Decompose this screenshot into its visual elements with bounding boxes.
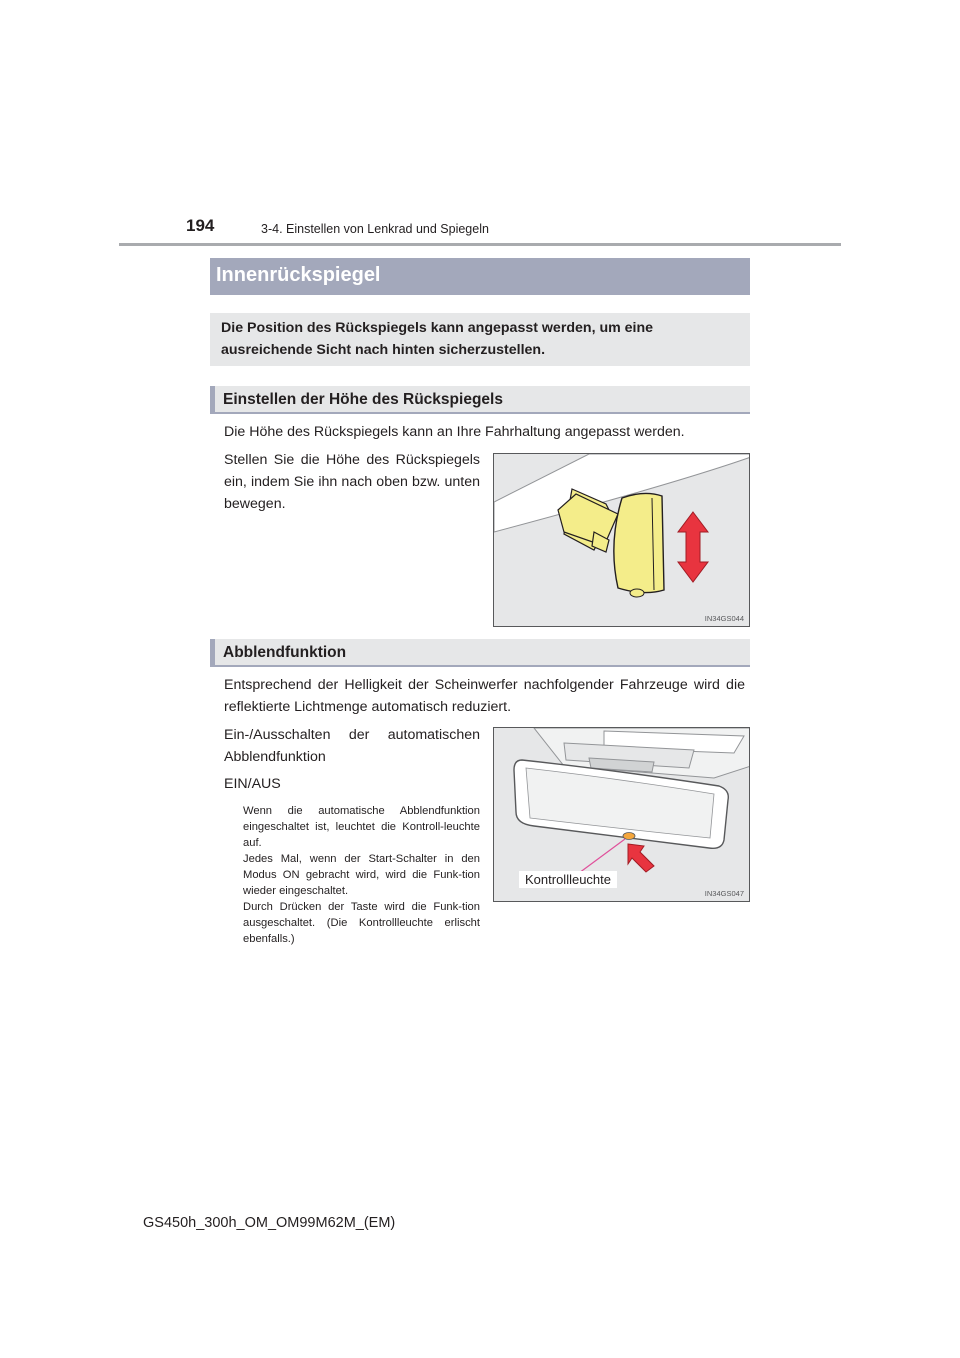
page-footer: GS450h_300h_OM_OM99M62M_(EM) bbox=[143, 1215, 396, 1231]
anti-glare-note bbox=[243, 803, 480, 947]
section-title: Innenrückspiegel bbox=[216, 264, 381, 286]
intro-box bbox=[210, 313, 750, 366]
mirror-height-illustration bbox=[494, 454, 750, 627]
anti-glare-description: Entsprechend der Helligkeit der Scheinwerfer nachfolgender Fahrzeuge wird die reflektierte Lichtmenge automatisch reduziert. bbox=[224, 677, 745, 715]
subheading-height-adjustment bbox=[210, 386, 750, 414]
figure-code: IN34GS044 bbox=[704, 614, 744, 623]
anti-glare-switch-text: Ein-/Ausschalten der automatischen Abblendfunktion bbox=[224, 727, 480, 765]
running-header: 3-4. Einstellen von Lenkrad und Spiegeln bbox=[261, 222, 489, 236]
header-divider bbox=[119, 243, 841, 246]
note-line: Jedes Mal, wenn der Start-Schalter in den Modus ON gebracht wird, wird die Funk-tion wieder eingeschaltet. bbox=[243, 853, 480, 897]
height-description: Die Höhe des Rückspiegels kann an Ihre Fahrhaltung angepasst werden. bbox=[224, 424, 685, 440]
section-title-bar bbox=[210, 258, 750, 295]
anti-glare-state: EIN/AUS bbox=[224, 776, 281, 792]
figure-code: IN34GS047 bbox=[704, 889, 744, 898]
indicator-callout-label: Kontrollleuchte bbox=[519, 871, 617, 888]
subheading-anti-glare bbox=[210, 639, 750, 667]
page-number: 194 bbox=[186, 216, 215, 235]
figure-anti-glare-mirror bbox=[493, 727, 750, 902]
height-instruction: Stellen Sie die Höhe des Rückspiegels ein, indem Sie ihn nach oben bzw. unten bewegen. bbox=[224, 452, 480, 512]
subheading-height-label: Einstellen der Höhe des Rückspiegels bbox=[223, 391, 503, 408]
intro-text: Die Position des Rückspiegels kann angepasst werden, um eine ausreichende Sicht nach hinten sicherzustellen. bbox=[221, 320, 654, 358]
note-line: Wenn die automatische Abblendfunktion eingeschaltet ist, leuchtet die Kontroll-leuchte auf. bbox=[243, 805, 480, 849]
subheading-anti-glare-label: Abblendfunktion bbox=[223, 644, 347, 661]
note-line: Durch Drücken der Taste wird die Funk-tion ausgeschaltet. (Die Kontrollleuchte erlischt ebenfalls.) bbox=[243, 901, 480, 945]
figure-mirror-height bbox=[493, 453, 750, 627]
